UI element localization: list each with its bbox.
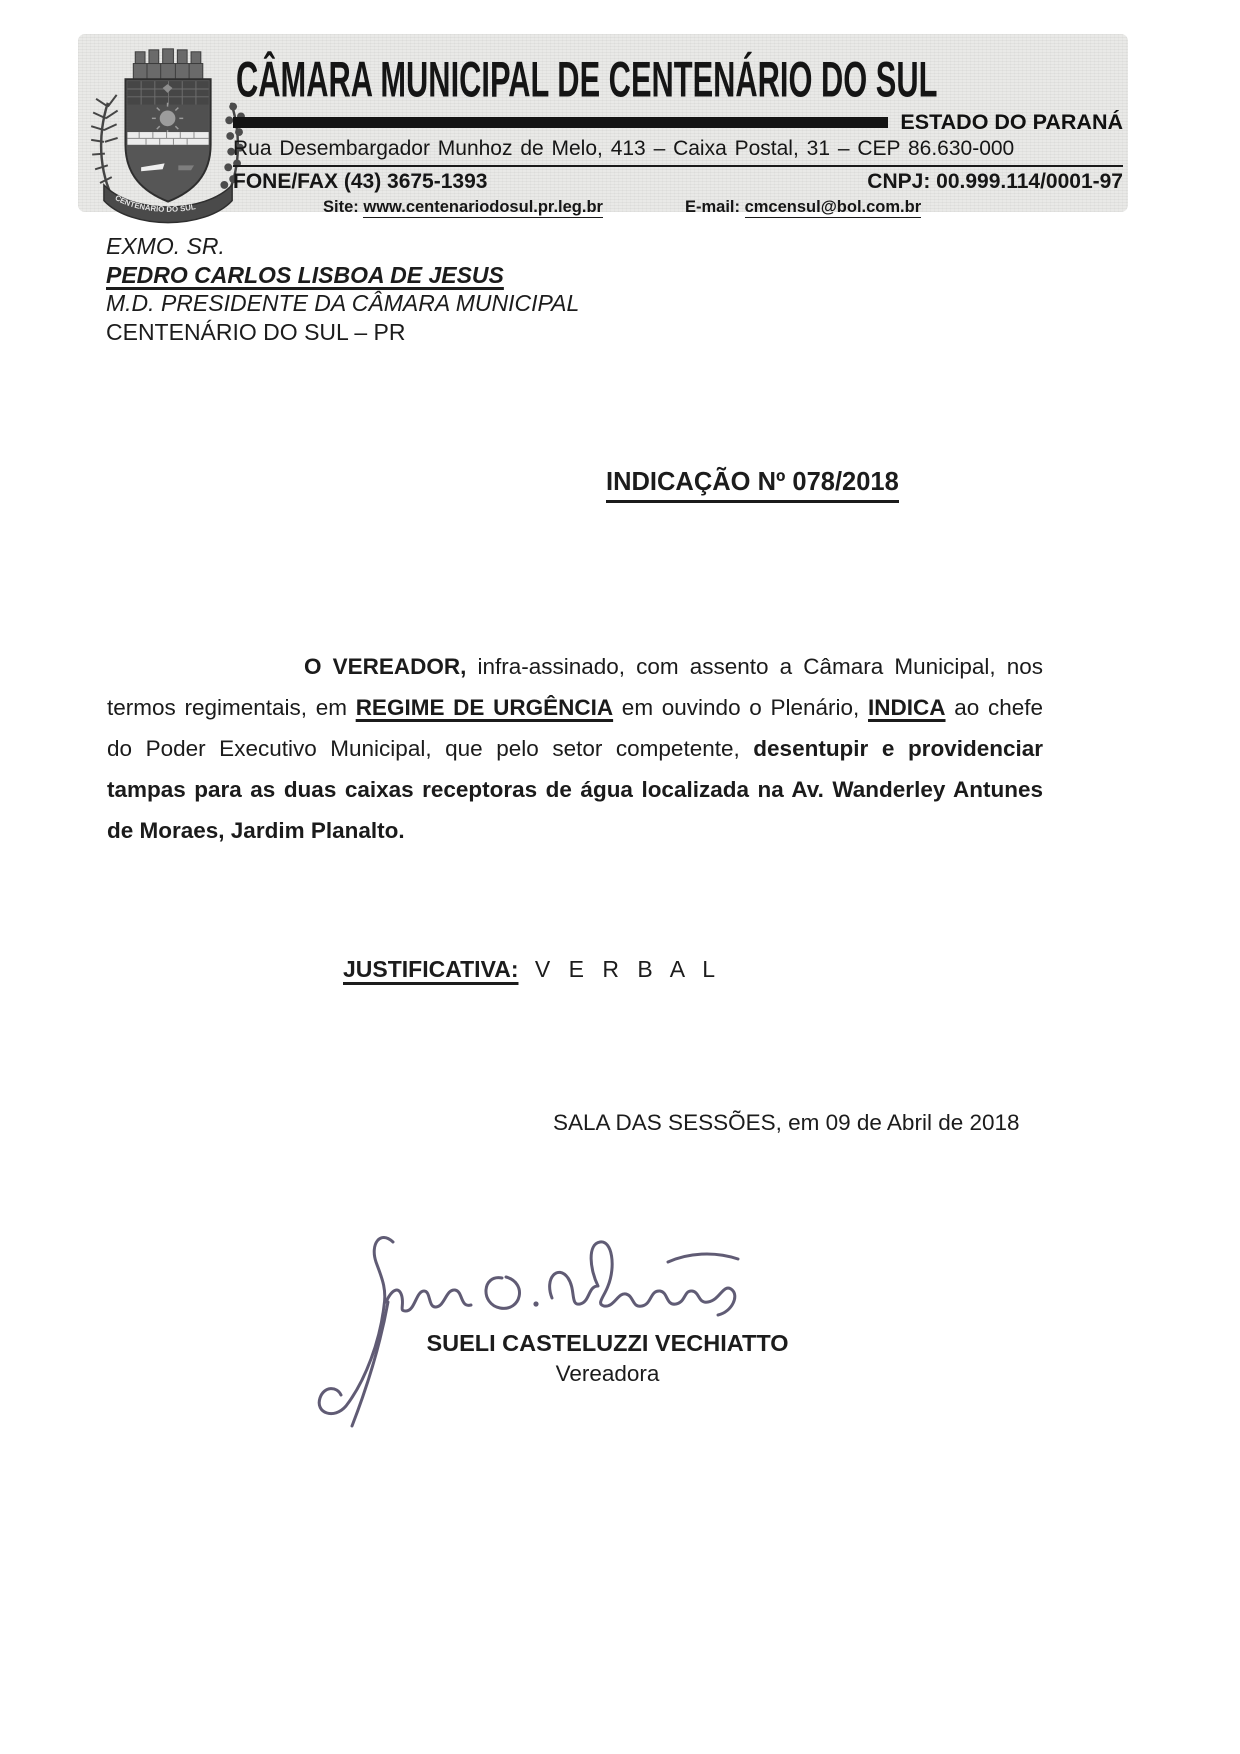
divider-bar [233,117,888,128]
street-address: Rua Desembargador Munhoz de Melo, 413 – Caixa Postal, 31 – CEP 86.630-000 [233,137,1123,167]
site-label: Site: [323,198,359,216]
place-date-line: SALA DAS SESSÕES, em 09 de Abril de 2018 [553,1110,1020,1135]
email-address: cmcensul@bol.com.br [744,198,922,216]
addressee-salutation: EXMO. SR. [106,233,225,259]
justification-line [343,956,721,983]
signer-name: SUELI CASTELUZZI VECHIATTO [426,1330,789,1356]
site [323,198,603,217]
site-url: www.centenariodosul.pr.leg.br [363,198,603,216]
addressee-block [106,232,579,346]
email [685,198,921,217]
crest-banner-text: CENTENÁRIO DO SUL [113,193,197,214]
coat-of-arms-icon [84,42,256,228]
org-title: CÂMARA MUNICIPAL DE CENTENÁRIO DO SUL [236,51,938,108]
justification-value: V E R B A L [534,956,722,982]
phone-fax: FONE/FAX (43) 3675-1393 [233,170,488,193]
email-label: E-mail: [684,198,740,216]
addressee-name: PEDRO CARLOS LISBOA DE JESUS [106,261,504,288]
document-title: INDICAÇÃO Nº 078/2018 [606,468,899,503]
state-label: ESTADO DO PARANÁ [900,110,1123,134]
body-indica: INDICA [868,695,946,720]
cnpj: CNPJ: 00.999.114/0001-97 [867,170,1123,193]
signature-block [420,1330,795,1387]
addressee-role: M.D. PRESIDENTE DA CÂMARA MUNICIPAL [106,290,580,316]
body-part3: ao chefe do Poder Executivo Municipal, que pelo setor competente, [107,695,1043,761]
addressee-city: CENTENÁRIO DO SUL – PR [106,318,406,345]
body-part1: infra-assinado, com assento a Câmara Municipal, nos termos regimentais, em [107,654,1043,720]
site-email-row [233,198,1123,217]
phone-cnpj-row [233,170,1123,194]
body-urgency: REGIME DE URGÊNCIA [355,695,614,720]
letterhead [78,34,1128,216]
body-lead: O VEREADOR, [304,654,467,679]
justification-label: JUSTIFICATIVA: [343,956,519,982]
body-paragraph [107,646,1043,851]
body-request: desentupir e providenciar tampas para as duas caixas receptoras de água localizada na Av. Wanderley Antunes de Moraes, Jardim Planalto. [107,736,1043,843]
body-part2: em ouvindo o Plenário, [613,695,869,720]
state-row [233,110,1123,135]
signer-role: Vereadora [555,1361,660,1386]
